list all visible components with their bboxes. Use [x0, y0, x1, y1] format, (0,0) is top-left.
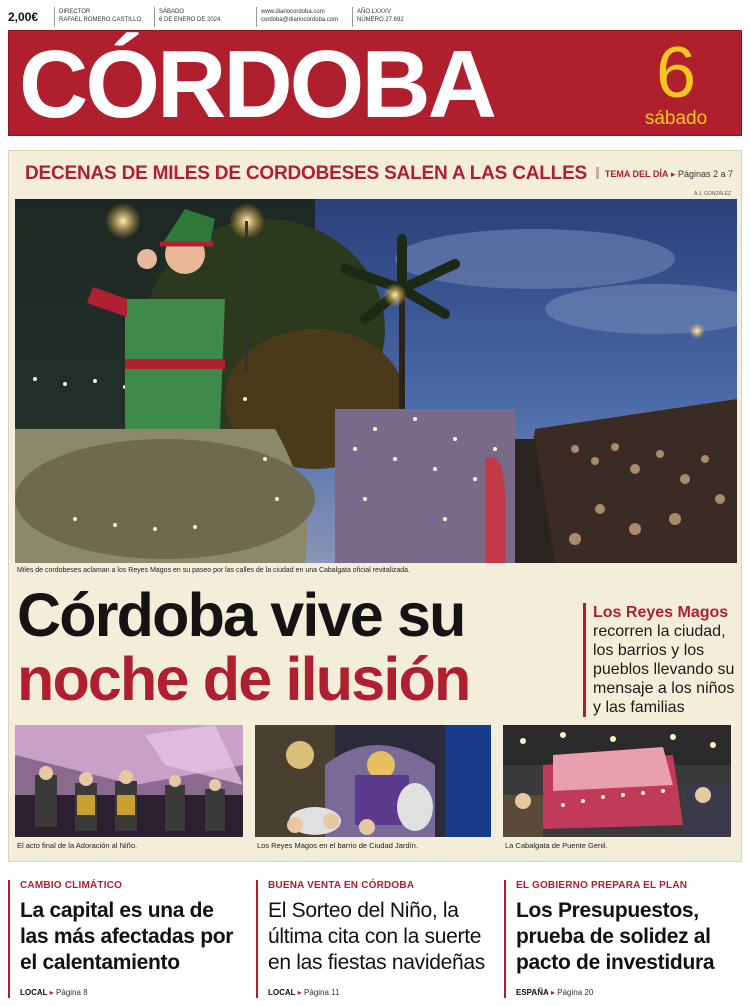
thumbnail-illustration [503, 725, 731, 837]
masthead [8, 30, 742, 136]
director-label: DIRECTOR [59, 9, 91, 15]
deck-lead: Los Reyes Magos [593, 604, 729, 621]
ref-section: LOCAL [268, 988, 296, 997]
ref-page: Página 20 [557, 988, 594, 997]
weekday: SÁBADO [159, 9, 185, 15]
deck-body: recorren la ciudad, los barrios y los pueblos llevando su mensaje a los niños y las familias [593, 623, 735, 716]
arrow-icon: ▸ [670, 169, 676, 179]
website-link[interactable]: www.diariocordoba.com [261, 9, 325, 15]
thumbnail-caption: El acto final de la Adoración al Niño. [17, 841, 138, 850]
story-divider [256, 880, 258, 998]
ref-page: Página 11 [304, 988, 340, 997]
story-page-ref [20, 988, 88, 998]
thumbnail-photo[interactable] [503, 725, 731, 837]
hero-photo[interactable] [15, 199, 737, 563]
ref-section: ESPAÑA [516, 988, 549, 997]
story-section: CAMBIO CLIMÁTICO [20, 880, 123, 891]
headline-line-2: noche de ilusión [17, 645, 470, 713]
thumbnail-photo[interactable] [255, 725, 491, 837]
story-section: EL GOBIERNO PREPARA EL PLAN [516, 880, 688, 891]
section-reference[interactable] [596, 167, 733, 180]
email-link[interactable]: cordoba@diariocordoba.com [261, 17, 339, 23]
story-teaser[interactable] [504, 878, 742, 1000]
day-number: 6 [655, 33, 697, 113]
date: 6 DE ENERO DE 2024 [159, 17, 221, 23]
story-teaser[interactable] [256, 878, 494, 1000]
thumbnail-caption: La Cabalgata de Puente Genil. [505, 841, 608, 850]
headline-line-1: Córdoba vive su [17, 581, 465, 649]
issue-number: NÚMERO 27.692 [357, 17, 404, 23]
info-strip [8, 7, 742, 29]
thumbnail-photo[interactable] [15, 725, 243, 837]
masthead-title[interactable]: CÓRDOBA [19, 31, 494, 138]
photo-credit: A.J. GONZÁLEZ [694, 191, 731, 197]
price: 2,00€ [8, 10, 39, 24]
ref-section: LOCAL [20, 988, 48, 997]
year: AÑO LXXXV [357, 9, 392, 15]
section-bar [596, 167, 599, 179]
story-title[interactable]: El Sorteo del Niño, la última cita con la suerte en las fiestas navideñas [268, 899, 485, 974]
arrow-icon: ▸ [49, 988, 54, 997]
story-divider [504, 880, 506, 998]
contact-info [256, 7, 352, 27]
hero-photo-illustration [15, 199, 737, 563]
headline-deck [583, 603, 739, 717]
hero-caption: Miles de cordobeses aclaman a los Reyes Magos en su paseo por las calles de la ciudad en una Cabalgata oficial revitalizada. [17, 567, 411, 574]
section-pages: Páginas 2 a 7 [677, 169, 733, 179]
story-title[interactable]: La capital es una de las más afectadas por el calentamiento [20, 899, 234, 974]
issue-info [352, 7, 442, 27]
story-page-ref [268, 988, 339, 998]
story-page-ref [516, 988, 593, 998]
story-title[interactable]: Los Presupuestos, prueba de solidez al pacto de investidura [516, 899, 715, 974]
story-section: BUENA VENTA EN CÓRDOBA [268, 880, 415, 891]
date-info [154, 7, 256, 27]
arrow-icon: ▸ [297, 988, 302, 997]
kicker-row [17, 161, 735, 187]
thumbnail-illustration [255, 725, 491, 837]
lead-kicker[interactable]: DECENAS DE MILES DE CORDOBESES SALEN A LAS CALLES [25, 163, 588, 184]
director-info [54, 7, 154, 27]
story-divider [8, 880, 10, 998]
arrow-icon: ▸ [550, 988, 555, 997]
ref-page: Página 8 [56, 988, 88, 997]
thumbnail-illustration [15, 725, 243, 837]
director-name: RAFAEL ROMERO CASTILLO [59, 17, 142, 23]
lead-story-panel [8, 150, 742, 862]
day-name: sábado [644, 108, 708, 129]
thumbnail-caption: Los Reyes Magos en el barrio de Ciudad Jardín. [257, 841, 418, 850]
section-tag: TEMA DEL DÍA [604, 169, 669, 179]
story-teaser[interactable] [8, 878, 246, 1000]
main-headline[interactable] [17, 583, 577, 711]
